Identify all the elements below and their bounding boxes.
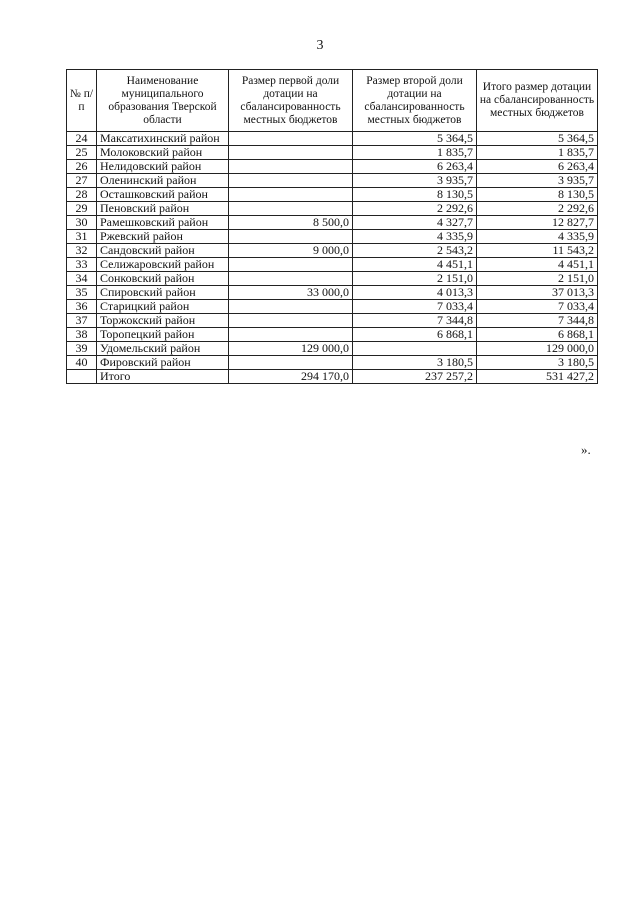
row-number: 39 — [67, 342, 97, 356]
row-number: 34 — [67, 272, 97, 286]
row-first-share: 9 000,0 — [229, 244, 353, 258]
row-first-share — [229, 146, 353, 160]
row-municipality: Осташковский район — [97, 188, 229, 202]
table-row — [67, 160, 598, 174]
row-total: 8 130,5 — [477, 188, 598, 202]
row-first-share — [229, 356, 353, 370]
row-total: 2 151,0 — [477, 272, 598, 286]
row-municipality: Рамешковский район — [97, 216, 229, 230]
table-row — [67, 300, 598, 314]
row-total: 2 292,6 — [477, 202, 598, 216]
table-row — [67, 314, 598, 328]
row-number: 33 — [67, 258, 97, 272]
closing-quote-mark: ». — [581, 442, 591, 457]
row-number: 30 — [67, 216, 97, 230]
table-row — [67, 230, 598, 244]
total-sum: 531 427,2 — [477, 370, 598, 384]
total-num — [67, 370, 97, 384]
row-total: 12 827,7 — [477, 216, 598, 230]
table-header — [67, 70, 598, 132]
row-number: 29 — [67, 202, 97, 216]
row-second-share: 4 335,9 — [353, 230, 477, 244]
total-first-share: 294 170,0 — [229, 370, 353, 384]
row-second-share: 4 451,1 — [353, 258, 477, 272]
row-total: 7 344,8 — [477, 314, 598, 328]
row-number: 37 — [67, 314, 97, 328]
header-total: Итого размер дотации на сбалансированность местных бюджетов — [477, 70, 598, 132]
row-second-share: 6 263,4 — [353, 160, 477, 174]
row-first-share: 129 000,0 — [229, 342, 353, 356]
row-second-share: 7 033,4 — [353, 300, 477, 314]
row-first-share — [229, 258, 353, 272]
row-municipality: Сонковский район — [97, 272, 229, 286]
page-number: 3 — [316, 38, 324, 53]
row-number: 25 — [67, 146, 97, 160]
row-first-share — [229, 174, 353, 188]
row-municipality: Максатихинский район — [97, 132, 229, 146]
table-row — [67, 188, 598, 202]
row-municipality: Фировский район — [97, 356, 229, 370]
table-row — [67, 132, 598, 146]
row-total: 3 180,5 — [477, 356, 598, 370]
row-municipality: Пеновский район — [97, 202, 229, 216]
row-total: 37 013,3 — [477, 286, 598, 300]
row-municipality: Селижаровский район — [97, 258, 229, 272]
subsidy-table — [66, 69, 598, 384]
row-first-share — [229, 188, 353, 202]
row-second-share: 7 344,8 — [353, 314, 477, 328]
row-first-share — [229, 202, 353, 216]
row-total: 6 868,1 — [477, 328, 598, 342]
total-label: Итого — [97, 370, 229, 384]
row-total: 1 835,7 — [477, 146, 598, 160]
row-number: 31 — [67, 230, 97, 244]
row-second-share — [353, 342, 477, 356]
row-municipality: Удомельский район — [97, 342, 229, 356]
row-municipality: Торопецкий район — [97, 328, 229, 342]
row-municipality: Спировский район — [97, 286, 229, 300]
row-second-share: 4 327,7 — [353, 216, 477, 230]
row-total: 3 935,7 — [477, 174, 598, 188]
row-second-share: 3 935,7 — [353, 174, 477, 188]
row-number: 24 — [67, 132, 97, 146]
row-total: 129 000,0 — [477, 342, 598, 356]
row-total: 5 364,5 — [477, 132, 598, 146]
row-municipality: Оленинский район — [97, 174, 229, 188]
row-second-share: 4 013,3 — [353, 286, 477, 300]
table-row — [67, 216, 598, 230]
table-row — [67, 328, 598, 342]
table-row — [67, 342, 598, 356]
table-row — [67, 286, 598, 300]
table-row — [67, 356, 598, 370]
table-row — [67, 258, 598, 272]
row-number: 35 — [67, 286, 97, 300]
row-second-share: 2 151,0 — [353, 272, 477, 286]
row-municipality: Торжокский район — [97, 314, 229, 328]
table-row — [67, 174, 598, 188]
row-municipality: Нелидовский район — [97, 160, 229, 174]
row-total: 7 033,4 — [477, 300, 598, 314]
table-row — [67, 146, 598, 160]
row-first-share — [229, 132, 353, 146]
row-first-share — [229, 230, 353, 244]
row-first-share — [229, 328, 353, 342]
row-total: 4 335,9 — [477, 230, 598, 244]
row-total: 6 263,4 — [477, 160, 598, 174]
header-second-share: Размер второй доли дотации на сбалансированность местных бюджетов — [353, 70, 477, 132]
header-row — [67, 70, 598, 132]
row-municipality: Сандовский район — [97, 244, 229, 258]
row-second-share: 2 292,6 — [353, 202, 477, 216]
row-number: 38 — [67, 328, 97, 342]
row-second-share: 1 835,7 — [353, 146, 477, 160]
row-first-share — [229, 300, 353, 314]
row-number: 26 — [67, 160, 97, 174]
row-number: 32 — [67, 244, 97, 258]
row-number: 27 — [67, 174, 97, 188]
header-first-share: Размер первой доли дотации на сбалансированность местных бюджетов — [229, 70, 353, 132]
header-municipality: Наименование муниципального образования Тверской области — [97, 70, 229, 132]
row-second-share: 8 130,5 — [353, 188, 477, 202]
row-second-share: 5 364,5 — [353, 132, 477, 146]
row-first-share: 33 000,0 — [229, 286, 353, 300]
row-first-share — [229, 272, 353, 286]
row-first-share: 8 500,0 — [229, 216, 353, 230]
row-number: 28 — [67, 188, 97, 202]
row-total: 11 543,2 — [477, 244, 598, 258]
total-row — [67, 370, 598, 384]
row-number: 40 — [67, 356, 97, 370]
row-number: 36 — [67, 300, 97, 314]
total-second-share: 237 257,2 — [353, 370, 477, 384]
row-first-share — [229, 160, 353, 174]
row-second-share: 6 868,1 — [353, 328, 477, 342]
row-municipality: Старицкий район — [97, 300, 229, 314]
row-first-share — [229, 314, 353, 328]
header-number: № п/п — [67, 70, 97, 132]
table-row — [67, 272, 598, 286]
row-second-share: 2 543,2 — [353, 244, 477, 258]
row-municipality: Молоковский район — [97, 146, 229, 160]
table-body — [67, 132, 598, 384]
table-row — [67, 202, 598, 216]
row-municipality: Ржевский район — [97, 230, 229, 244]
row-second-share: 3 180,5 — [353, 356, 477, 370]
table-row — [67, 244, 598, 258]
row-total: 4 451,1 — [477, 258, 598, 272]
